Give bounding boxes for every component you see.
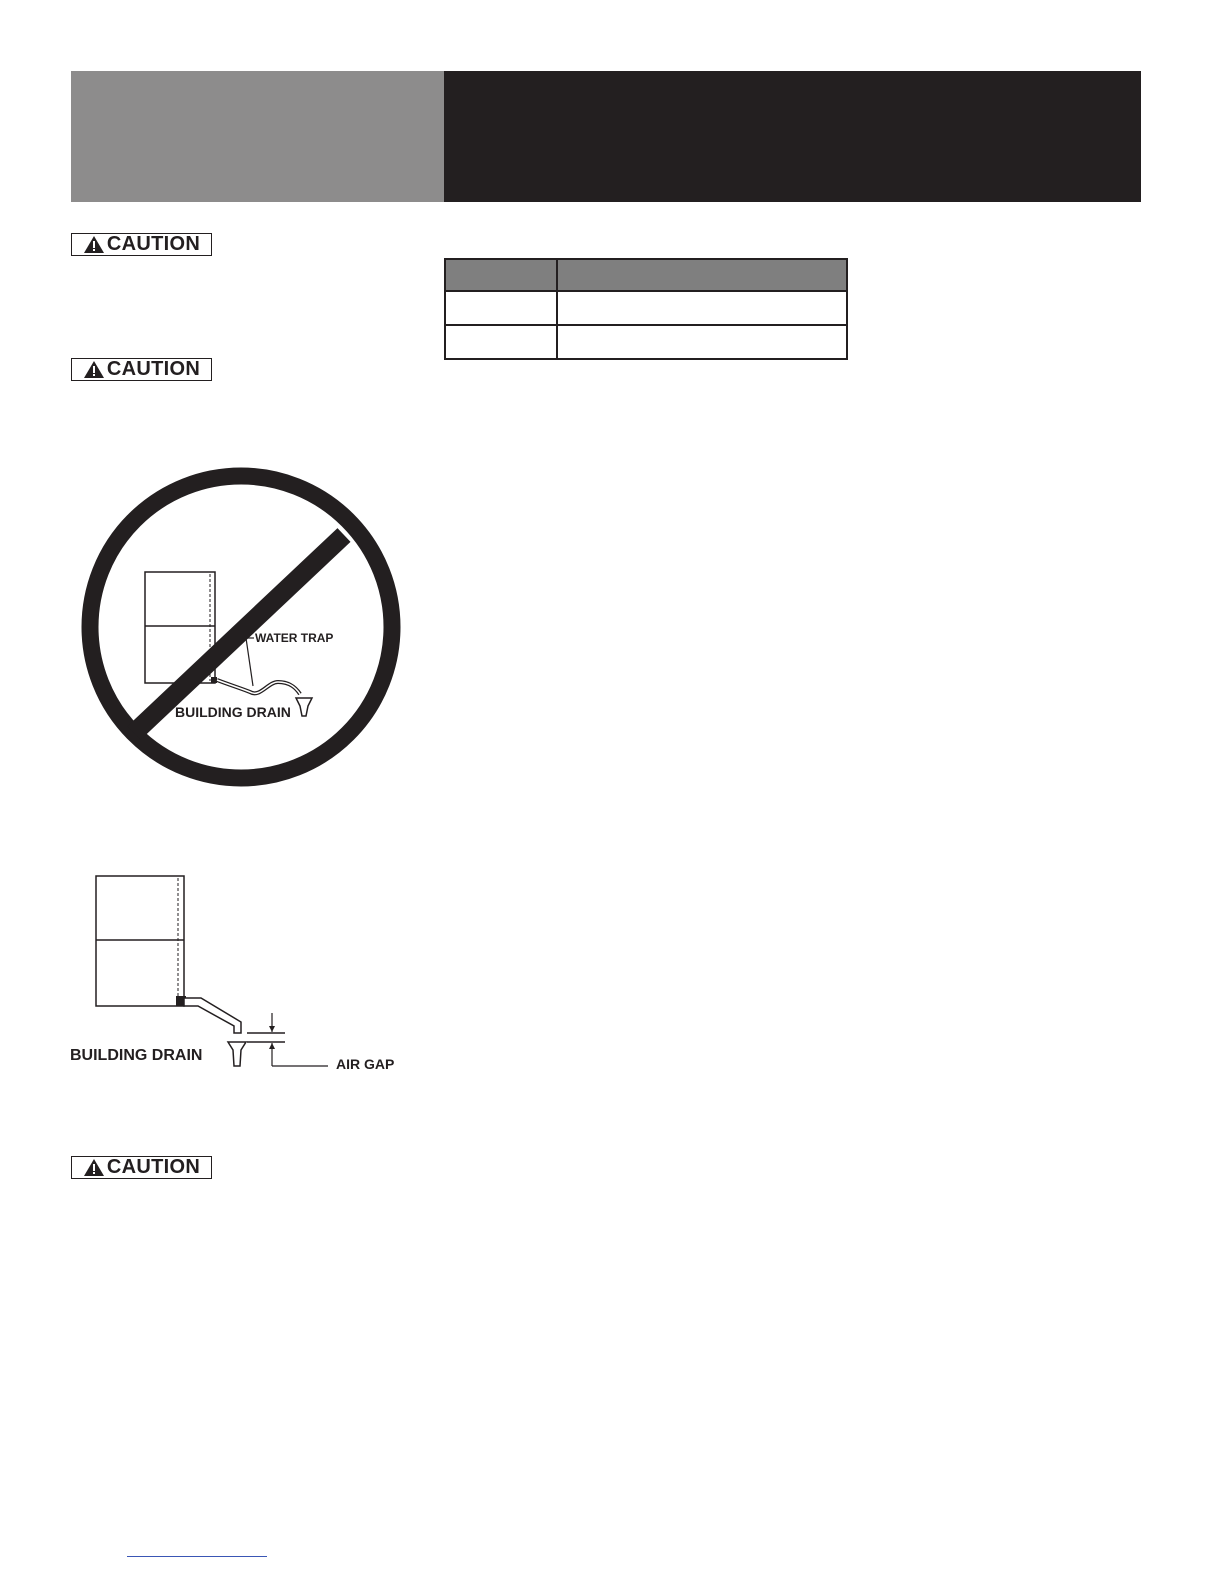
water-trap-label: WATER TRAP [255,631,334,645]
figure-air-gap [66,870,411,1080]
caution-label-3 [71,1156,212,1179]
table-cell [557,291,847,325]
air-gap-label: AIR GAP [336,1056,395,1072]
warning-triangle-icon [83,360,105,379]
caution-label-1 [71,233,212,256]
warning-triangle-icon [83,1158,105,1177]
caution-text: CAUTION [106,233,201,255]
caution-text: CAUTION [106,1156,201,1178]
prohibited-sign-icon [90,476,392,778]
caution-text: CAUTION [106,358,201,380]
header-banner-right [444,71,1141,202]
table-row [445,291,847,325]
figure-no-water-trap [60,460,420,790]
warning-triangle-icon [83,235,105,254]
air-gap-dimension [247,1013,328,1066]
caution-label-2 [71,358,212,381]
table-cell [445,291,557,325]
table-header-cell [557,259,847,291]
building-drain-label: BUILDING DRAIN [70,1047,203,1064]
table-row [445,325,847,359]
footer-link[interactable] [127,1556,267,1557]
table-cell [445,325,557,359]
table-header-row [445,259,847,291]
table-cell [557,325,847,359]
spec-table [444,258,848,360]
ice-machine-drawing [96,876,246,1066]
table-header-cell [445,259,557,291]
header-banner-left [71,71,444,202]
building-drain-label: BUILDING DRAIN [175,704,291,720]
